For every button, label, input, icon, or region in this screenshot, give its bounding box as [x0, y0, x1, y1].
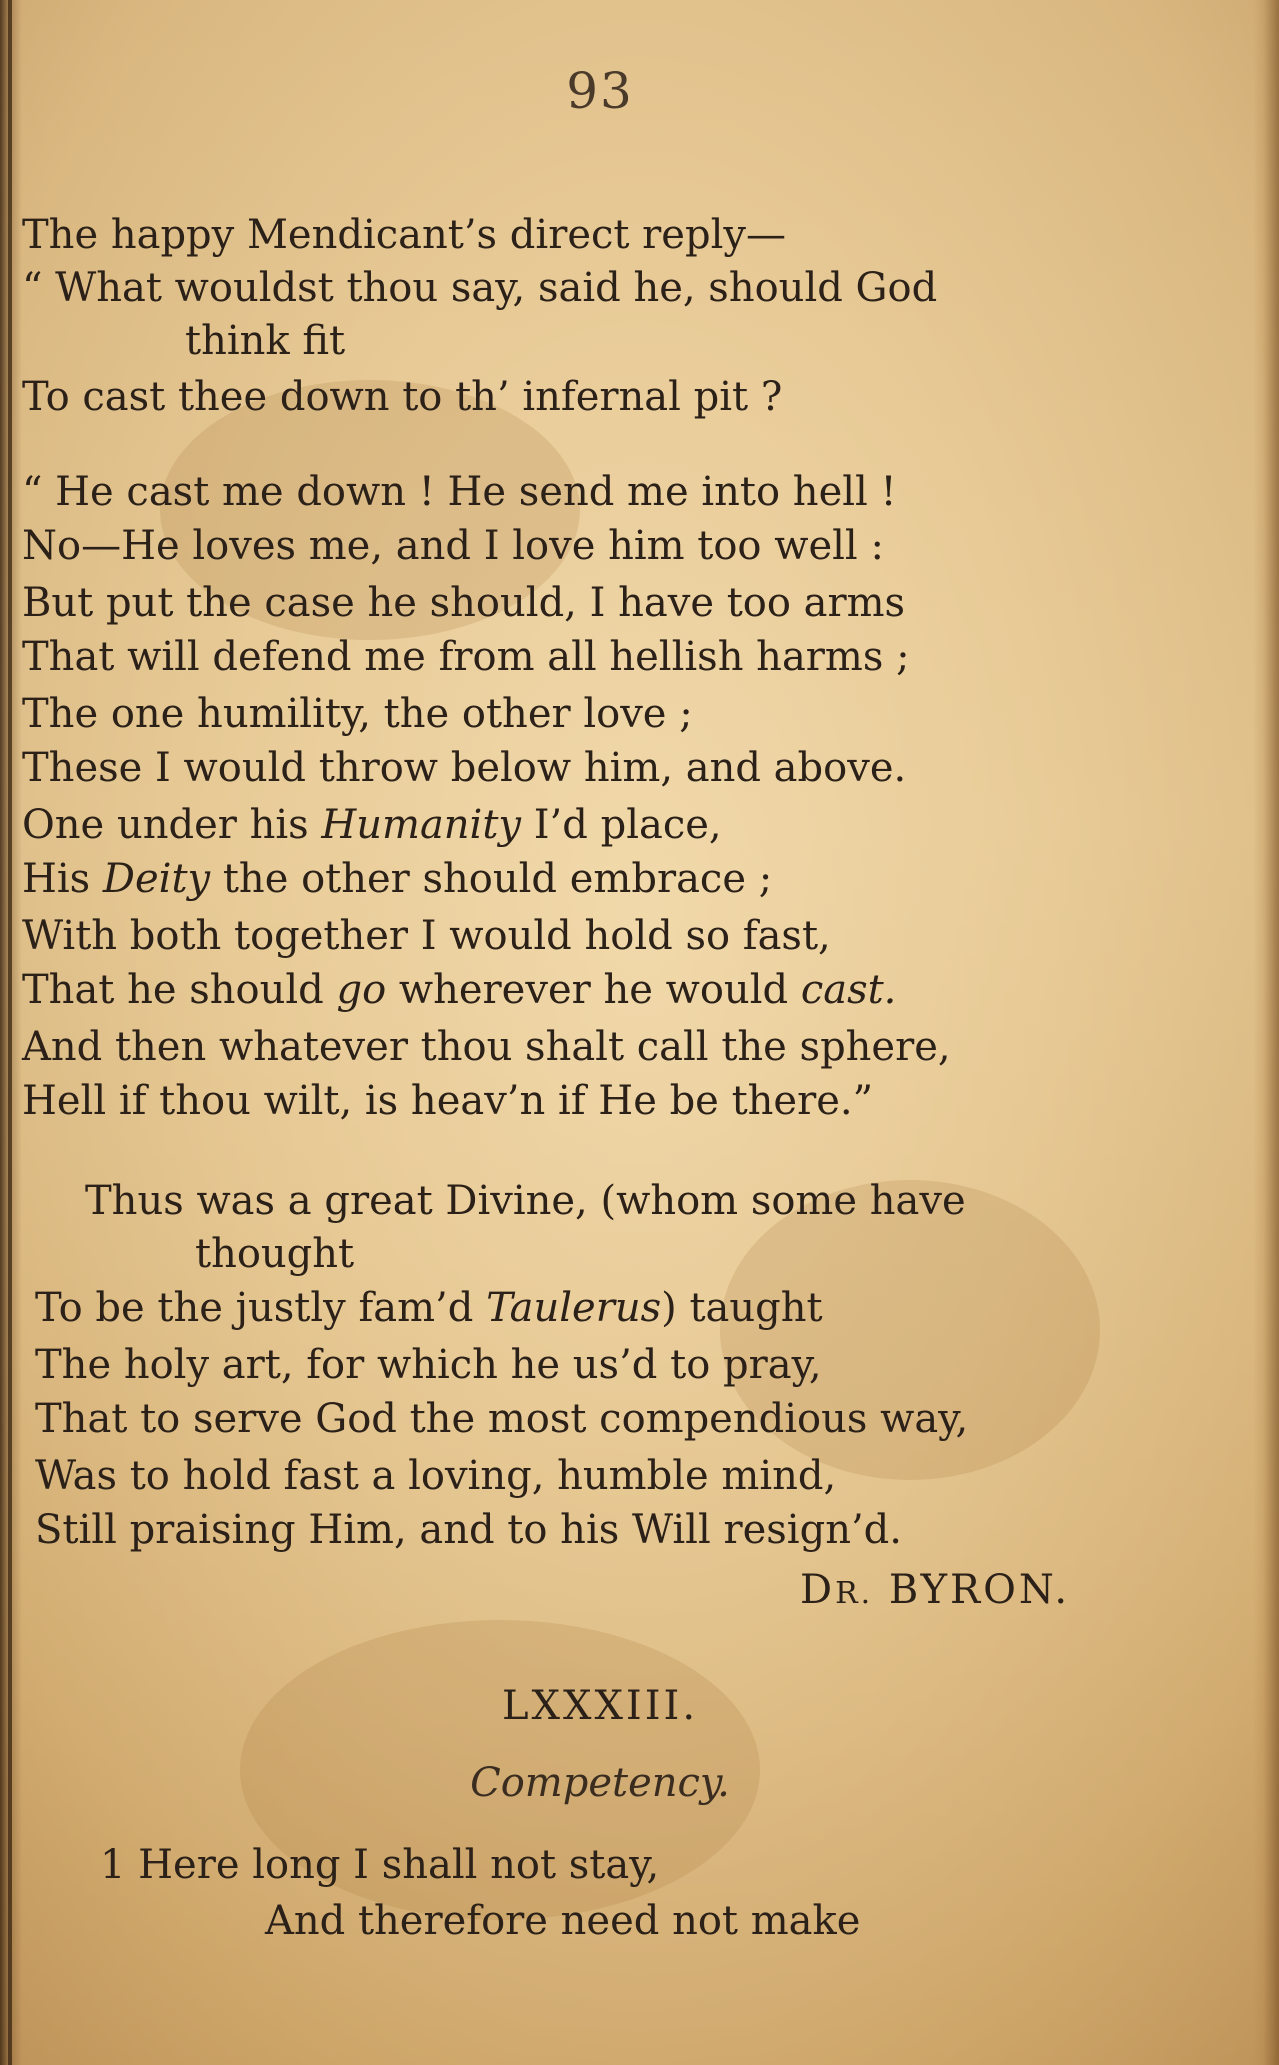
- line-text: Still praising Him, and to his Will resign’d.: [35, 1507, 902, 1553]
- italic-text: go: [336, 967, 387, 1013]
- line-text: To be the justly fam’d: [35, 1285, 487, 1331]
- poem-line: [22, 911, 831, 961]
- italic-text: Taulerus: [486, 1285, 662, 1331]
- line-text: Was to hold fast a loving, humble mind,: [35, 1453, 837, 1499]
- poem-line: [22, 210, 786, 260]
- author-initial: D: [800, 1567, 836, 1613]
- line-text: “ What wouldst thou say, said he, should God: [22, 265, 938, 311]
- author-title: R.: [835, 1576, 874, 1611]
- italic-text: cast.: [800, 967, 897, 1013]
- line-text: 1 Here long I shall not stay,: [100, 1842, 660, 1888]
- line-text: With both together I would hold so fast,: [22, 913, 831, 959]
- poem-line: [22, 800, 722, 850]
- author-attribution: [800, 1565, 1070, 1619]
- poem-line: [22, 372, 782, 422]
- poem-line: [22, 965, 896, 1015]
- hymn-title: Competency.: [470, 1760, 730, 1806]
- poem-line: [22, 632, 910, 682]
- poem-line: [22, 521, 884, 571]
- line-text: think fit: [185, 318, 346, 364]
- author-name: BYRON.: [888, 1567, 1071, 1613]
- poem-line: [22, 743, 906, 793]
- line-text: Thus was a great Divine, (whom some have: [85, 1178, 966, 1224]
- poem-line: [185, 316, 345, 366]
- line-text: That will defend me from all hellish harms ;: [22, 634, 910, 680]
- line-text: One under his: [22, 802, 322, 848]
- line-text: The holy art, for which he us’d to pray,: [35, 1342, 822, 1388]
- line-text: thought: [195, 1231, 355, 1277]
- hymn-number: LXXXIII.: [501, 1683, 699, 1729]
- page-number: 93: [566, 62, 634, 120]
- italic-text: Deity: [102, 856, 211, 902]
- line-text: That he should: [22, 967, 337, 1013]
- line-text: But put the case he should, I have too arms: [22, 580, 906, 626]
- line-text: ) taught: [661, 1285, 823, 1331]
- line-text: His: [22, 856, 103, 902]
- poem-line: [35, 1505, 902, 1555]
- line-text: the other should embrace ;: [210, 856, 773, 902]
- line-text: “ He cast me down ! He send me into hell !: [22, 469, 897, 515]
- hymn-line: [100, 1840, 659, 1890]
- line-text: I’d place,: [521, 802, 722, 848]
- line-text: To cast thee down to th’ infernal pit ?: [22, 374, 783, 420]
- page-edge: [1253, 0, 1279, 2065]
- poem-line: [35, 1394, 968, 1444]
- line-text: No—He loves me, and I love him too well :: [22, 523, 884, 569]
- spine-edge: [8, 0, 12, 2065]
- poem-line: [35, 1340, 822, 1390]
- line-text: That to serve God the most compendious way,: [35, 1396, 969, 1442]
- poem-line: [22, 1022, 951, 1072]
- poem-line: [195, 1229, 354, 1279]
- poem-line: [22, 689, 693, 739]
- line-text: And then whatever thou shalt call the sphere,: [22, 1024, 951, 1070]
- line-text: The one humility, the other love ;: [22, 691, 693, 737]
- hymn-line: [265, 1896, 860, 1946]
- line-text: wherever he would: [386, 967, 801, 1013]
- line-text: And therefore need not make: [265, 1898, 861, 1944]
- poem-line: [22, 854, 772, 904]
- poem-line: [22, 263, 937, 313]
- line-text: Hell if thou wilt, is heav’n if He be there.”: [22, 1078, 874, 1124]
- italic-text: Humanity: [321, 802, 522, 848]
- poem-line: [22, 578, 905, 628]
- poem-line: [22, 1076, 873, 1126]
- line-text: The happy Mendicant’s direct reply—: [22, 212, 786, 258]
- poem-line: [35, 1451, 836, 1501]
- poem-line: [85, 1176, 966, 1226]
- line-text: These I would throw below him, and above.: [22, 745, 907, 791]
- poem-line: [35, 1283, 823, 1333]
- poem-line: [22, 467, 897, 517]
